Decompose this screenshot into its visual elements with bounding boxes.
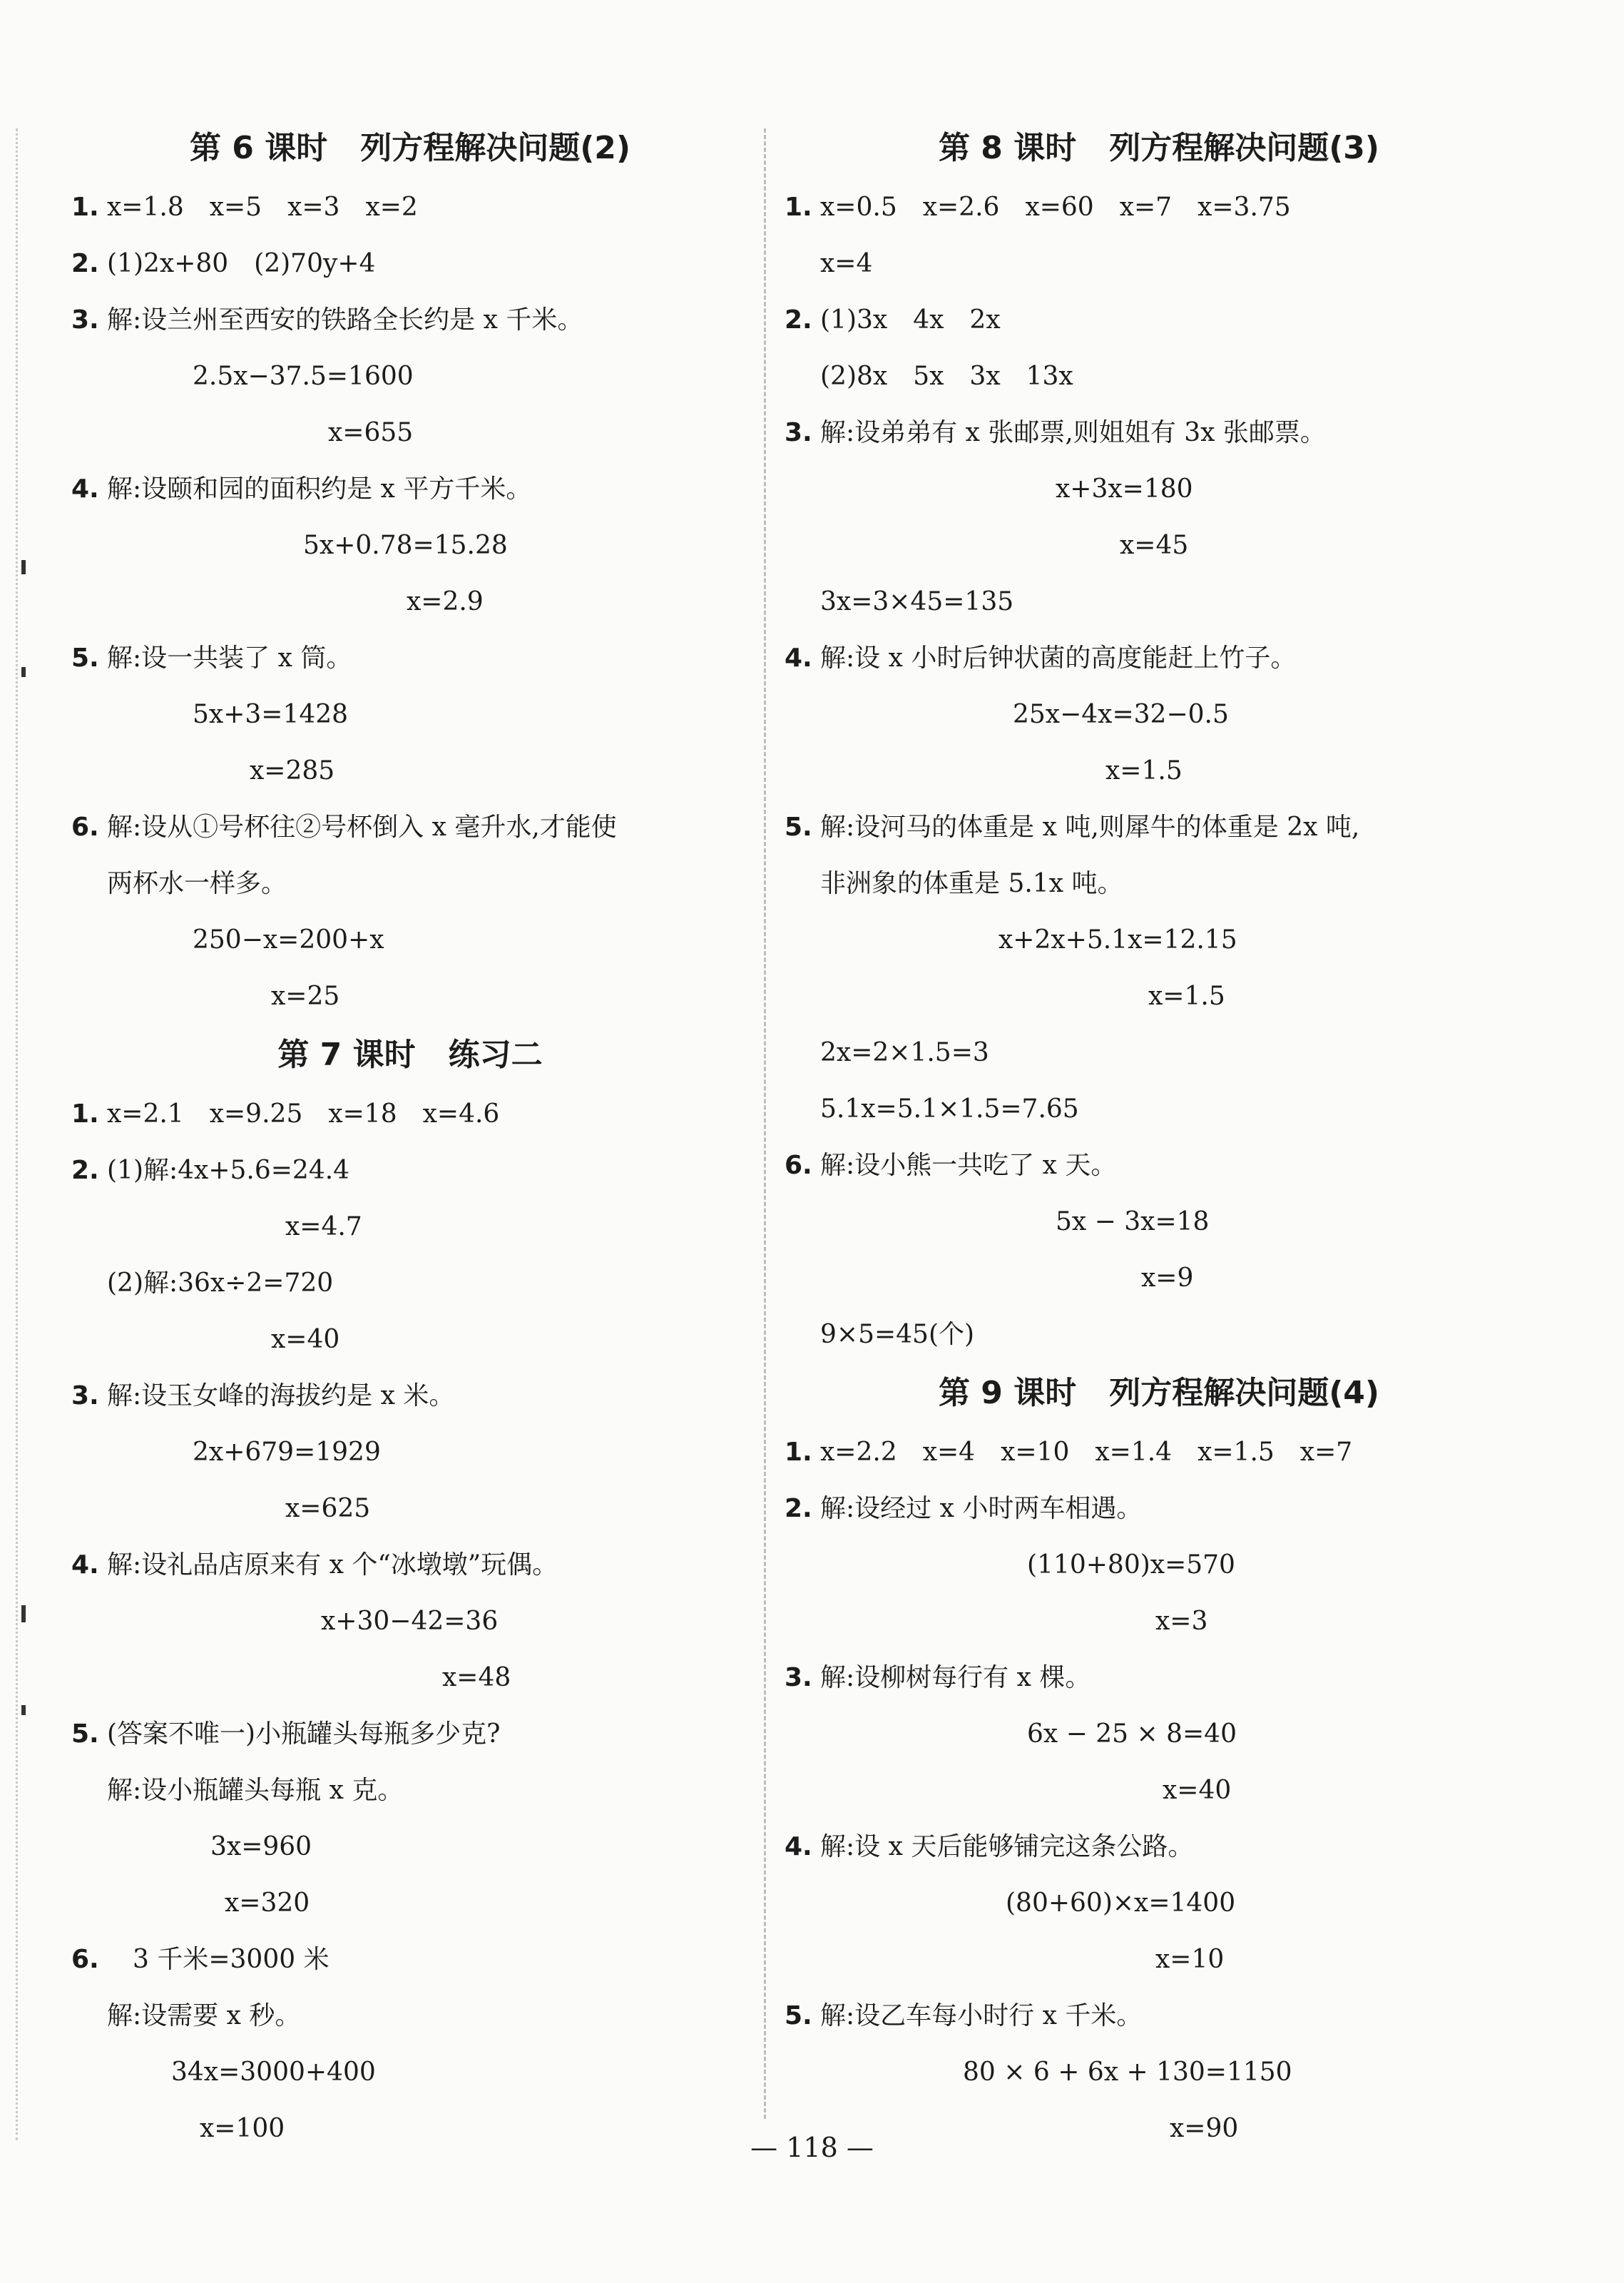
equation-text: x=2.9 <box>407 587 484 616</box>
answer-line <box>785 1024 1533 1081</box>
equation-line <box>785 1706 1533 1762</box>
equation-text: x=320 <box>225 1888 310 1918</box>
answer-item <box>785 1137 1533 1194</box>
margin-mark <box>21 1705 26 1715</box>
item-number: 4. <box>71 474 99 504</box>
lesson-label: 第 8 课时 <box>938 130 1077 166</box>
equation-line <box>785 1537 1533 1593</box>
equation-line <box>71 968 749 1024</box>
equation-line <box>71 1424 749 1480</box>
equation-line <box>71 1875 749 1931</box>
equation-line <box>71 1199 749 1255</box>
item-number: 6. <box>71 1945 99 1974</box>
answer-item <box>71 179 749 235</box>
answer-text: x=4 <box>820 249 873 278</box>
lesson-label: 第 9 课时 <box>938 1375 1077 1411</box>
item-number: 3. <box>71 1381 99 1410</box>
answer-text: 解:设乙车每小时行 x 千米。 <box>820 2001 1143 2030</box>
left-margin-line <box>16 128 18 2140</box>
equation-line <box>71 1649 749 1706</box>
item-number: 3. <box>71 305 99 335</box>
item-number: 1. <box>785 193 812 222</box>
equation-text: 34x=3000+400 <box>171 2058 376 2087</box>
equation-text: 5x+3=1428 <box>193 700 349 729</box>
equation-text: x=3 <box>1155 1607 1208 1636</box>
answer-line <box>71 1762 749 1819</box>
margin-mark <box>21 560 26 574</box>
equation-line <box>785 743 1533 799</box>
equation-line <box>71 348 749 405</box>
answer-text: 9×5=45(个) <box>820 1320 975 1349</box>
answer-item <box>785 1424 1533 1480</box>
answer-text: 解:设弟弟有 x 张邮票,则姐姐有 3x 张邮票。 <box>820 418 1326 447</box>
equation-line <box>785 912 1533 968</box>
equation-line <box>785 2044 1533 2100</box>
margin-mark <box>21 1605 26 1622</box>
equation-text: x+3x=180 <box>1056 474 1193 504</box>
equation-line <box>785 461 1533 517</box>
column-divider <box>764 128 766 2119</box>
item-number: 4. <box>785 1832 812 1861</box>
answer-item <box>71 1368 749 1424</box>
lesson-title: 列方程解决问题(3) <box>1109 130 1380 166</box>
item-number: 2. <box>785 1494 812 1523</box>
answer-text: 解:设河马的体重是 x 吨,则犀牛的体重是 2x 吨, <box>820 813 1360 842</box>
equation-text: 25x−4x=32−0.5 <box>1013 700 1229 729</box>
equation-text: x=25 <box>271 982 340 1011</box>
answer-text: 5.1x=5.1×1.5=7.65 <box>820 1094 1079 1124</box>
answer-text: 3 千米=3000 米 <box>107 1945 330 1974</box>
answer-item <box>785 1819 1533 1875</box>
answer-item <box>785 1480 1533 1537</box>
equation-line <box>71 1593 749 1649</box>
equation-text: 5x − 3x=18 <box>1056 1207 1210 1236</box>
equation-text: x=100 <box>200 2114 285 2143</box>
equation-text: 80 × 6 + 6x + 130=1150 <box>963 2058 1292 2087</box>
answer-item <box>71 235 749 292</box>
equation-line <box>71 574 749 630</box>
answer-text: x=0.5 x=2.6 x=60 x=7 x=3.75 <box>820 193 1291 222</box>
answer-text: (2)8x 5x 3x 13x <box>820 362 1073 391</box>
answer-text: x=1.8 x=5 x=3 x=2 <box>107 193 418 222</box>
equation-text: x=90 <box>1170 2114 1239 2143</box>
answer-item <box>785 405 1533 461</box>
right-column <box>785 118 1533 2157</box>
item-number: 1. <box>71 1099 99 1129</box>
equation-line <box>71 686 749 743</box>
answer-line <box>785 855 1533 912</box>
equation-text: x=625 <box>285 1494 371 1523</box>
equation-text: x=40 <box>1163 1776 1232 1805</box>
equation-text: x=40 <box>271 1325 340 1354</box>
lesson-title: 列方程解决问题(2) <box>360 130 631 166</box>
answer-line <box>71 855 749 912</box>
equation-line <box>71 2044 749 2100</box>
equation-text: 250−x=200+x <box>193 925 384 955</box>
equation-line <box>71 405 749 461</box>
answer-text: 解:设需要 x 秒。 <box>107 2001 301 2030</box>
lesson-title: 练习二 <box>448 1037 543 1073</box>
equation-line <box>785 686 1533 743</box>
item-number: 1. <box>785 1438 812 1467</box>
equation-line <box>785 1762 1533 1819</box>
equation-line <box>71 1311 749 1368</box>
answer-text: x=2.2 x=4 x=10 x=1.4 x=1.5 x=7 <box>820 1438 1353 1467</box>
answer-item <box>71 1086 749 1142</box>
answer-text: 解:设玉女峰的海拔约是 x 米。 <box>107 1381 455 1410</box>
section-heading <box>785 118 1533 179</box>
answer-item <box>71 1537 749 1593</box>
equation-text: x=4.7 <box>285 1212 362 1241</box>
equation-line <box>785 968 1533 1024</box>
answer-text: 非洲象的体重是 5.1x 吨。 <box>820 869 1123 898</box>
answer-text: 解:设兰州至西安的铁路全长约是 x 千米。 <box>107 305 583 335</box>
equation-text: 3x=960 <box>210 1832 312 1861</box>
answer-item <box>71 1706 749 1762</box>
item-number: 2. <box>71 249 99 278</box>
answer-line <box>71 1988 749 2044</box>
page-number: — 118 — <box>750 2132 874 2163</box>
item-number: 5. <box>71 644 99 673</box>
equation-text: x=45 <box>1120 531 1189 560</box>
answer-item <box>785 1649 1533 1706</box>
equation-line <box>785 1250 1533 1306</box>
equation-line <box>71 1480 749 1537</box>
equation-line <box>71 743 749 799</box>
answer-text: 解:设颐和园的面积约是 x 平方千米。 <box>107 474 532 504</box>
item-number: 1. <box>71 193 99 222</box>
equation-line <box>785 1931 1533 1988</box>
item-number: 4. <box>785 644 812 673</box>
left-column <box>71 118 749 2157</box>
lesson-title: 列方程解决问题(4) <box>1109 1375 1380 1411</box>
item-number: 6. <box>71 813 99 842</box>
answer-text: (1)2x+80 (2)70y+4 <box>107 249 376 278</box>
equation-line <box>785 1875 1533 1931</box>
item-number: 6. <box>785 1151 812 1180</box>
equation-text: x=655 <box>328 418 414 447</box>
answer-text: (2)解:36x÷2=720 <box>107 1268 334 1298</box>
equation-text: 6x − 25 × 8=40 <box>1027 1719 1237 1749</box>
item-number: 2. <box>785 305 812 335</box>
equation-text: 2x+679=1929 <box>193 1438 381 1467</box>
answer-text: x=2.1 x=9.25 x=18 x=4.6 <box>107 1099 500 1129</box>
answer-item <box>71 292 749 348</box>
answer-text: (1)3x 4x 2x <box>820 305 1001 335</box>
answer-item <box>785 630 1533 686</box>
equation-text: (110+80)x=570 <box>1027 1550 1235 1580</box>
answer-text: 解:设 x 天后能够铺完这条公路。 <box>820 1832 1194 1861</box>
equation-text: 5x+0.78=15.28 <box>303 531 508 560</box>
answer-line <box>785 348 1533 405</box>
answer-item <box>71 1142 749 1199</box>
item-number: 2. <box>71 1156 99 1185</box>
item-number: 3. <box>785 418 812 447</box>
answer-item <box>71 630 749 686</box>
answer-line <box>785 235 1533 292</box>
answer-line <box>785 574 1533 630</box>
equation-line <box>785 1593 1533 1649</box>
equation-line <box>785 517 1533 574</box>
item-number: 3. <box>785 1663 812 1692</box>
section-heading <box>71 118 749 179</box>
answer-text: (答案不唯一)小瓶罐头每瓶多少克? <box>107 1719 501 1749</box>
item-number: 5. <box>785 2001 812 2030</box>
answer-text: 解:设柳树每行有 x 棵。 <box>820 1663 1091 1692</box>
item-number: 5. <box>785 813 812 842</box>
section-heading <box>71 1024 749 1086</box>
answer-text: 2x=2×1.5=3 <box>820 1038 989 1067</box>
answer-text: 解:设小瓶罐头每瓶 x 克。 <box>107 1776 404 1805</box>
equation-text: x+30−42=36 <box>321 1607 499 1636</box>
answer-item <box>785 292 1533 348</box>
equation-line <box>785 1194 1533 1250</box>
answer-text: 两杯水一样多。 <box>107 869 287 898</box>
answer-item <box>785 799 1533 855</box>
answer-text: (1)解:4x+5.6=24.4 <box>107 1156 350 1185</box>
answer-text: 3x=3×45=135 <box>820 587 1014 616</box>
equation-text: x=1.5 <box>1148 982 1225 1011</box>
equation-text: x=9 <box>1141 1263 1194 1293</box>
equation-text: x=1.5 <box>1105 756 1183 785</box>
answer-text: 解:设从①号杯往②号杯倒入 x 毫升水,才能使 <box>107 813 617 842</box>
equation-line <box>71 1819 749 1875</box>
equation-text: x=48 <box>442 1663 511 1692</box>
equation-text: x+2x+5.1x=12.15 <box>999 925 1237 955</box>
equation-text: (80+60)×x=1400 <box>1006 1888 1236 1918</box>
answer-item <box>71 799 749 855</box>
equation-text: x=10 <box>1155 1945 1225 1974</box>
answer-item <box>785 179 1533 235</box>
answer-text: 解:设小熊一共吃了 x 天。 <box>820 1151 1117 1180</box>
answer-item <box>785 1988 1533 2044</box>
answer-line <box>71 1255 749 1311</box>
answer-text: 解:设 x 小时后钟状菌的高度能赶上竹子。 <box>820 644 1297 673</box>
section-heading <box>785 1363 1533 1424</box>
equation-text: x=285 <box>250 756 335 785</box>
answer-line <box>785 1081 1533 1137</box>
answer-line <box>785 1306 1533 1363</box>
answer-text: 解:设礼品店原来有 x 个“冰墩墩”玩偶。 <box>107 1550 558 1580</box>
item-number: 5. <box>71 1719 99 1749</box>
equation-line <box>71 517 749 574</box>
equation-line <box>71 912 749 968</box>
answer-item <box>71 1931 749 1988</box>
answer-item <box>71 461 749 517</box>
answer-text: 解:设一共装了 x 筒。 <box>107 644 352 673</box>
margin-mark <box>21 667 26 677</box>
item-number: 4. <box>71 1550 99 1580</box>
answer-text: 解:设经过 x 小时两车相遇。 <box>820 1494 1143 1523</box>
equation-text: 2.5x−37.5=1600 <box>193 362 414 391</box>
lesson-label: 第 6 课时 <box>189 130 328 166</box>
lesson-label: 第 7 课时 <box>277 1037 416 1073</box>
